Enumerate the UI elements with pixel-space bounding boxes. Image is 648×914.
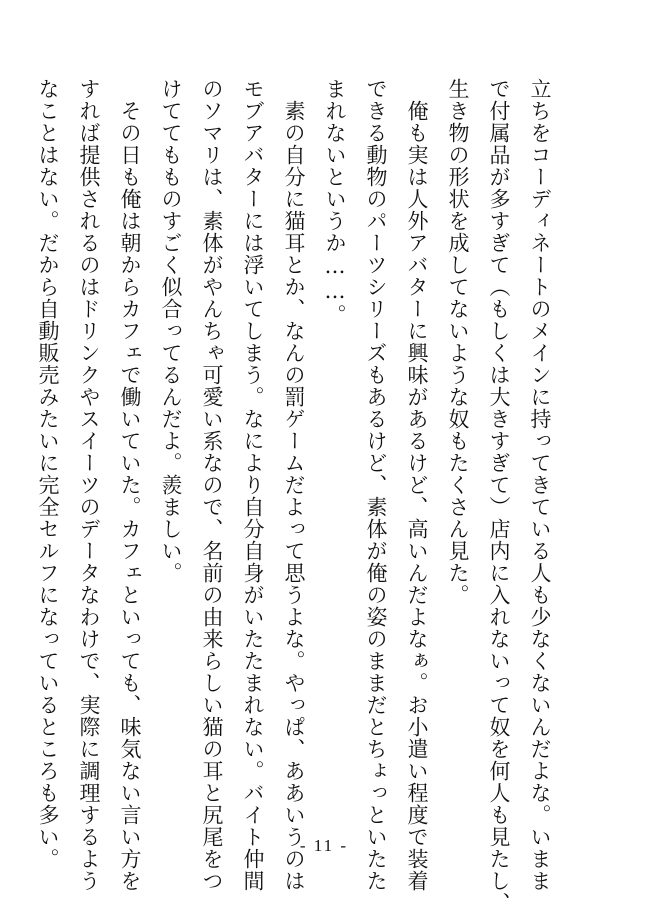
text-line: で付属品が多すぎて（もしくは大きすぎて）店内に入れないって奴を何人も見たし、 bbox=[487, 78, 511, 914]
text-line: モブアバターには浮いてしまう。なにより自分自身がいたたまれない。バイト仲間 bbox=[241, 78, 265, 892]
text-line: その日も俺は朝からカフェで働いていた。カフェといっても、味気ない言い方を bbox=[118, 78, 142, 892]
text-line: 立ちをコーディネートのメインに持ってきている人も少なくないんだよな。いまま bbox=[528, 78, 552, 892]
text-line: けててもものすごく似合ってるんだよ。羨ましい。 bbox=[159, 78, 183, 584]
text-line: まれないというか……。 bbox=[323, 78, 347, 326]
text-line: なことはない。だから自動販売みたいに完全セルフになっているところも多い。 bbox=[36, 78, 60, 870]
text-line: 素の自分に猫耳とか、なんの罰ゲームだよって思うよな。やっぱ、ああいうのは bbox=[282, 78, 306, 892]
page-number: - 11 - bbox=[299, 836, 349, 855]
text-line: すれば提供されるのはドリンクやスイーツのデータなわけで、実際に調理するよう bbox=[77, 78, 101, 892]
text-line: のソマリは、素体がやんちゃ可愛い系なので、名前の由来らしい猫の耳と尻尾をつ bbox=[200, 78, 224, 892]
text-line: できる動物のパーツシリーズもあるけど、素体が俺の姿のままだとちょっといたた bbox=[364, 78, 388, 892]
text-line: 生き物の形状を成してないような奴もたくさん見た。 bbox=[446, 78, 470, 606]
text-line: 俺も実は人外アバターに興味があるけど、高いんだよなぁ。お小遣い程度で装着 bbox=[405, 78, 429, 892]
